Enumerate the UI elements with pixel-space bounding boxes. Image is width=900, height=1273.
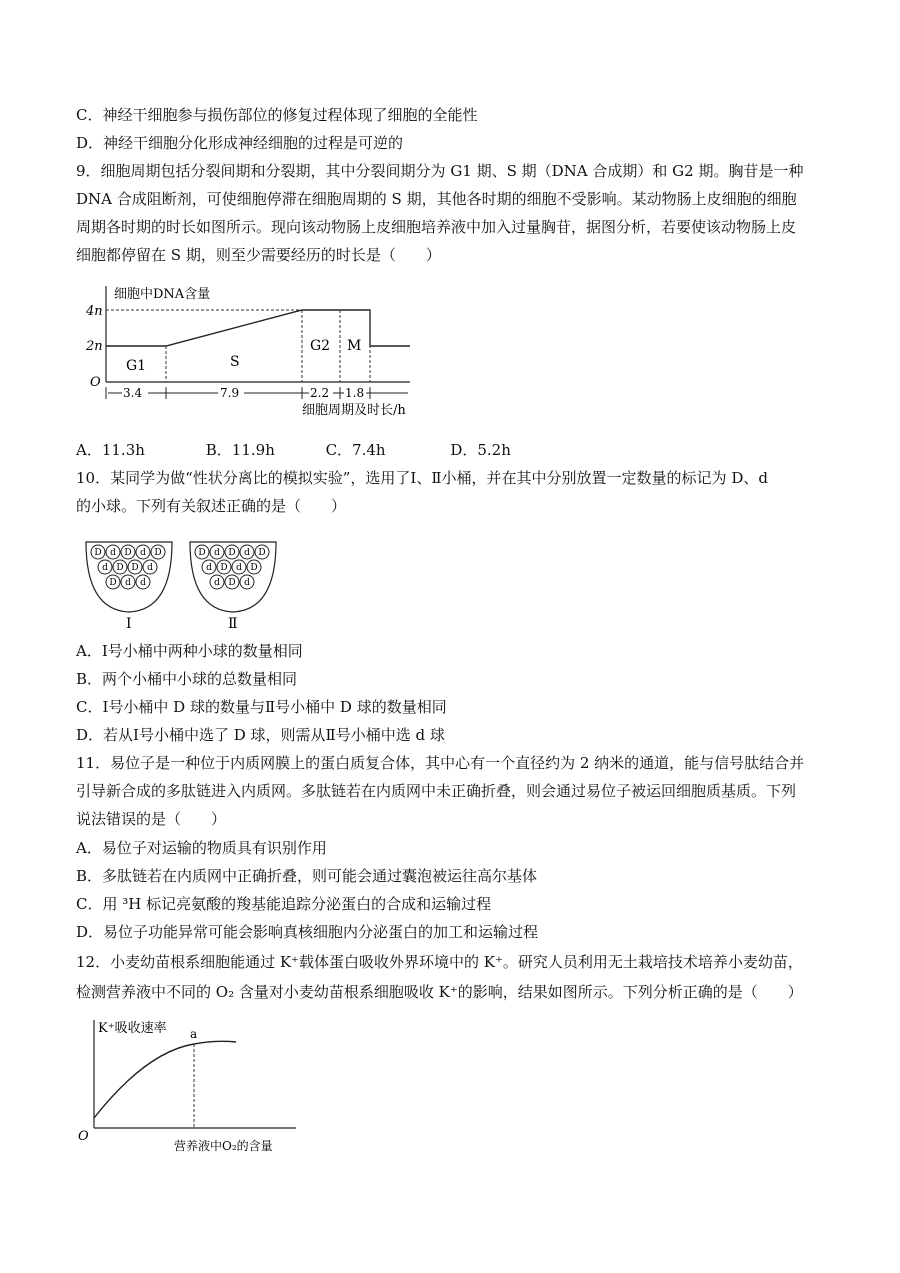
q10-option-d[interactable]: D．若从Ⅰ号小桶中选了 D 球，则需从Ⅱ号小桶中选 d 球 [76,726,445,744]
y-tick-2n: 2n [86,339,103,354]
phase-m: M [347,338,362,354]
duration-s: 7.9 [220,386,240,400]
q9-stem-line-4: 细胞都停留在 S 期，则至少需要经历的时长是（ ） [76,246,441,264]
q12-k-absorption-chart [76,1010,336,1160]
duration-g2: 2.2 [310,386,330,400]
q10-stem-line-1: 10．某同学为做“性状分离比的模拟实验”，选用了Ⅰ、Ⅱ小桶，并在其中分别放置一定数量的标记为 D、d [76,469,768,487]
svg-text:D: D [109,578,117,588]
bucket-2-label: Ⅱ [228,616,238,630]
q9-cell-cycle-chart [80,280,420,420]
origin-label: O [90,375,101,390]
svg-text:d: d [140,578,146,588]
svg-text:D: D [228,548,236,558]
q11-stem-line-2: 引导新合成的多肽链进入内质网。多肽链若在内质网中未正确折叠，则会通过易位子被运回细胞质基质。下列 [76,782,797,800]
svg-text:D: D [198,548,206,558]
svg-text:d: d [236,563,242,573]
x-axis-label: 细胞周期及时长/h [302,403,406,418]
y-tick-4n: 4n [86,304,103,319]
q11-option-d[interactable]: D．易位子功能异常可能会影响真核细胞内分泌蛋白的加工和运输过程 [76,923,539,941]
x-axis-label: 营养液中O₂的含量 [174,1139,273,1153]
phase-g1: G1 [126,358,147,374]
svg-text:D: D [258,548,266,558]
q12-stem-line-1: 12．小麦幼苗根系细胞能通过 K⁺载体蛋白吸收外界环境中的 K⁺。研究人员利用无土栽培技术培养小麦幼苗， [76,953,803,971]
q8-option-c: C．神经干细胞参与损伤部位的修复过程体现了细胞的全能性 [76,106,478,124]
svg-text:D: D [154,548,162,558]
point-a-label: a [190,1027,198,1041]
q9-options [76,440,511,460]
q9-option-c[interactable]: C．7.4h [325,441,386,459]
phase-s: S [230,354,240,370]
bucket-1-label: Ⅰ [126,616,132,630]
bucket-2 [190,542,276,630]
q9-option-b[interactable]: B．11.9h [205,441,275,459]
q10-buckets-figure [80,530,280,630]
svg-text:D: D [131,563,139,573]
q9-stem-line-3: 周期各时期的时长如图所示。现向该动物肠上皮细胞培养液中加入过量胸苷，据图分析，若要使该动物肠上皮 [76,218,797,236]
svg-text:d: d [125,578,131,588]
q9-stem-line-1: 9．细胞周期包括分裂间期和分裂期，其中分裂间期分为 G1 期、S 期（DNA 合成期）和 G2 期。胸苷是一种 [76,162,804,180]
q11-stem-line-1: 11．易位子是一种位于内质网膜上的蛋白质复合体，其中心有一个直径约为 2 纳米的通道，能与信号肽结合并 [76,754,805,772]
q9-option-d[interactable]: D．5.2h [450,441,511,459]
q9-stem-line-2: DNA 合成阻断剂，可使细胞停滞在细胞周期的 S 期，其他各时期的细胞不受影响。某动物肠上皮细胞的细胞 [76,190,797,208]
q10-option-b[interactable]: B．两个小桶中小球的总数量相同 [76,670,298,688]
svg-text:D: D [116,563,124,573]
q11-option-c[interactable]: C．用 ³H 标记亮氨酸的羧基能追踪分泌蛋白的合成和运输过程 [76,895,492,913]
svg-text:d: d [147,563,153,573]
svg-text:d: d [244,578,250,588]
dna-content-line [106,310,410,346]
duration-g1: 3.4 [123,386,143,400]
svg-text:D: D [94,548,102,558]
svg-text:d: d [244,548,250,558]
svg-text:D: D [250,563,258,573]
svg-text:d: d [102,563,108,573]
q8-option-d: D．神经干细胞分化形成神经细胞的过程是可逆的 [76,134,404,152]
svg-text:d: d [140,548,146,558]
y-axis-label: K⁺吸收速率 [98,1021,167,1036]
svg-text:D: D [228,578,236,588]
svg-text:d: d [214,578,220,588]
q10-option-a[interactable]: A．Ⅰ号小桶中两种小球的数量相同 [76,642,303,660]
svg-text:d: d [110,548,116,558]
svg-text:d: d [206,563,212,573]
y-axis-label: 细胞中DNA含量 [114,287,211,302]
svg-text:D: D [124,548,132,558]
q10-option-c[interactable]: C．Ⅰ号小桶中 D 球的数量与Ⅱ号小桶中 D 球的数量相同 [76,698,447,716]
duration-m: 1.8 [345,386,365,400]
q12-stem-line-2: 检测营养液中不同的 O₂ 含量对小麦幼苗根系细胞吸收 K⁺的影响，结果如图所示。下列分析正确的是（ ） [76,983,803,1001]
q9-option-a[interactable]: A．11.3h [76,441,145,459]
phase-g2: G2 [310,338,331,354]
svg-text:d: d [214,548,220,558]
bucket-1 [86,542,172,630]
q10-stem-line-2: 的小球。下列有关叙述正确的是（ ） [76,497,347,515]
svg-text:D: D [220,563,228,573]
absorption-curve [94,1041,236,1118]
origin-label: O [78,1129,89,1144]
q11-option-b[interactable]: B．多肽链若在内质网中正确折叠，则可能会通过囊泡被运往高尔基体 [76,867,538,885]
q11-stem-line-3: 说法错误的是（ ） [76,810,227,828]
q11-option-a[interactable]: A．易位子对运输的物质具有识别作用 [76,839,327,857]
